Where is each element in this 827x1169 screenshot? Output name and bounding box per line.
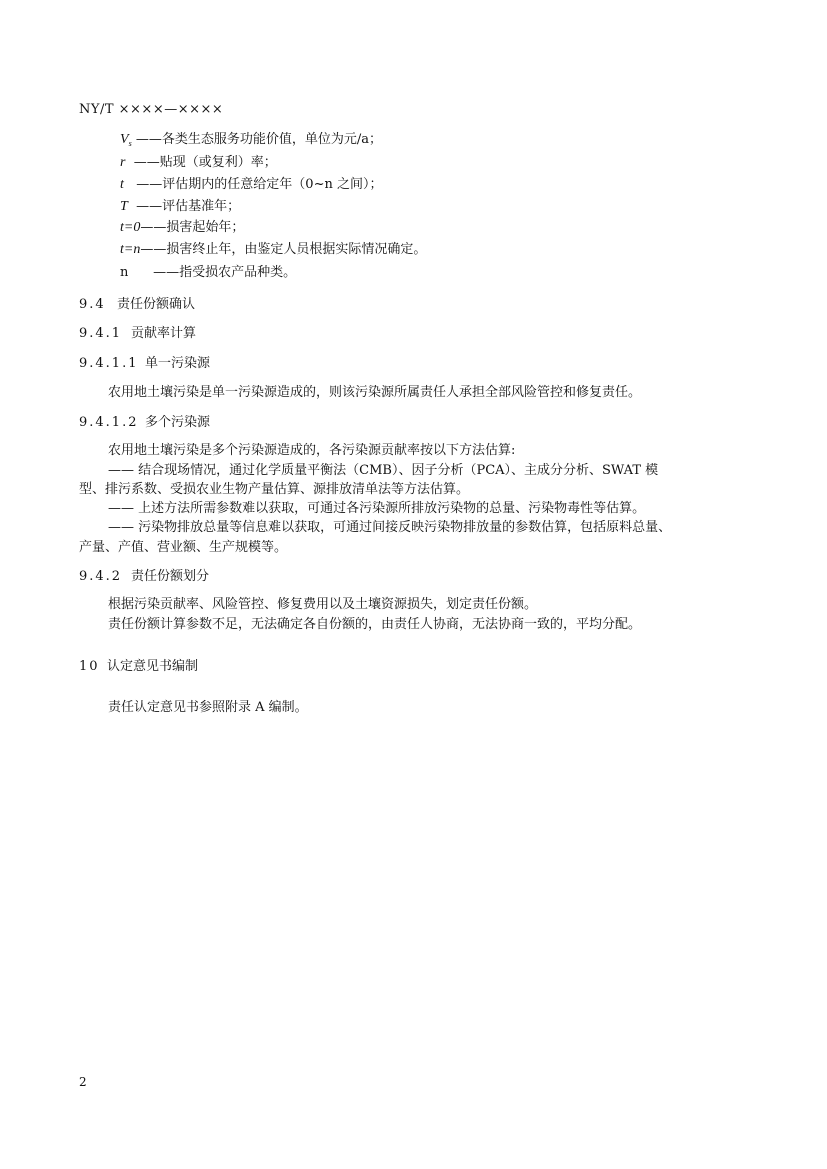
- section-title: 认定意见书编制: [107, 659, 199, 674]
- section-number: 9.4.1: [79, 326, 123, 341]
- paragraph: 责任份额计算参数不足，无法确定各自份额的，由责任人协商，无法协商一致的，平均分配。: [108, 617, 642, 632]
- list-item: —— 污染物排放总量等信息难以获取，可通过间接反映污染物排放量的参数估算，包括原料总量、: [108, 520, 672, 535]
- var-definition: [120, 173, 382, 193]
- section-number: 9.4.1.1: [79, 356, 139, 371]
- section-heading: [79, 655, 198, 674]
- paragraph: 农用地土壤污染是多个污染源造成的，各污染源贡献率按以下方法估算:: [108, 443, 516, 458]
- paragraph: 责任认定意见书参照附录 A 编制。: [108, 700, 308, 715]
- var-symbol: r: [120, 155, 126, 170]
- section-heading: [79, 565, 209, 584]
- paragraph: 农用地土壤污染是单一污染源造成的，则该污染源所属责任人承担全部风险管控和修复责任。: [108, 385, 642, 400]
- var-definition: [120, 128, 382, 148]
- section-heading: [79, 322, 196, 341]
- var-description: ——指受损农产品种类。: [153, 265, 297, 280]
- var-symbol: t=0: [120, 220, 141, 235]
- var-definition: [120, 216, 244, 236]
- section-title: 贡献率计算: [131, 326, 197, 341]
- var-symbol: t: [120, 177, 124, 192]
- section-heading: [79, 352, 210, 371]
- section-heading: [79, 411, 210, 430]
- var-description: ——损害终止年，由鉴定人员根据实际情况确定。: [140, 242, 427, 257]
- page-number: 2: [79, 1075, 87, 1089]
- var-description: ——贴现（或复利）率；: [133, 155, 277, 170]
- var-description: ——评估期内的任意给定年（0~n 之间）；: [136, 177, 383, 192]
- section-number: 9.4.1.2: [79, 415, 139, 430]
- section-title: 责任份额划分: [131, 569, 210, 584]
- section-heading: [79, 293, 195, 312]
- var-symbol: n: [120, 265, 129, 280]
- section-number: 10: [79, 659, 100, 674]
- var-definition: [120, 261, 296, 280]
- var-description: ——损害起始年；: [140, 220, 245, 235]
- section-title: 单一污染源: [145, 356, 211, 371]
- document-header: NY/T ××××—××××: [79, 102, 224, 117]
- list-item: —— 上述方法所需参数难以获取，可通过各污染源所排放污染物的总量、污染物毒性等估算。: [108, 501, 646, 516]
- paragraph: 根据污染贡献率、风险管控、修复费用以及土壤资源损失，划定责任份额。: [108, 597, 538, 612]
- section-number: 9.4: [79, 297, 106, 312]
- var-definition: [120, 238, 426, 258]
- list-item-continuation: 产量、产值、营业额、生产规模等。: [79, 540, 288, 555]
- list-item-continuation: 型、排污系数、受损农业生物产量估算、源排放清单法等方法估算。: [79, 482, 470, 497]
- var-definition: [120, 195, 240, 215]
- var-definition: [120, 151, 277, 171]
- var-symbol: t=n: [120, 242, 141, 257]
- list-item: —— 结合现场情况，通过化学质量平衡法（CMB）、因子分析（PCA）、主成分分析、SWAT 模: [108, 463, 659, 478]
- var-description: ——评估基准年；: [136, 199, 241, 214]
- var-symbol: T: [120, 199, 128, 214]
- var-description: ——各类生态服务功能价值，单位为元/a；: [135, 132, 382, 147]
- var-symbol: $V_s$: [120, 132, 132, 148]
- section-title: 多个污染源: [145, 415, 211, 430]
- section-title: 责任份额确认: [117, 297, 196, 312]
- section-number: 9.4.2: [79, 569, 123, 584]
